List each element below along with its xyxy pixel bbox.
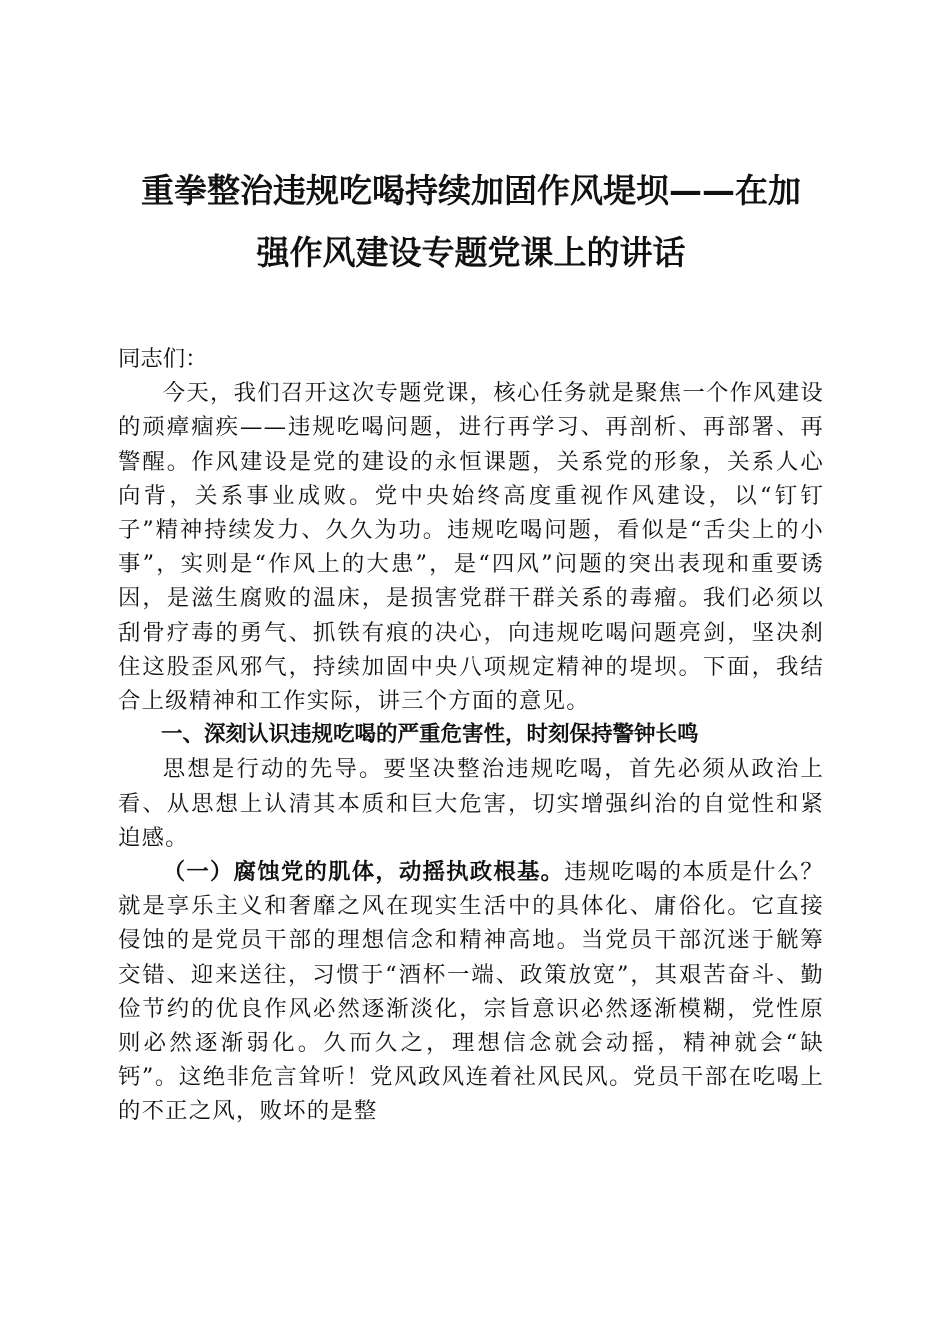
intro-paragraph: 今天，我们召开这次专题党课，核心任务就是聚焦一个作风建设的顽瘴痼疾——违规吃喝问题，进行再学习、再剖析、再部署、再警醒。作风建设是党的建设的永恒课题，关系党的形象，关系人心向背，关系事业成败。党中央始终高度重视作风建设，以“钉钉子”精神持续发力、久久为功。违规吃喝问题，看似是“舌尖上的小事”，实则是“作风上的大患”，是“四风”问题的突出表现和重要诱因，是滋生腐败的温床，是损害党群干群关系的毒瘤。我们必须以刮骨疗毒的勇气、抓铁有痕的决心，向违规吃喝问题亮剑，坚决刹住这股歪风邪气，持续加固中央八项规定精神的堤坝。下面，我结合上级精神和工作实际，讲三个方面的意见。 (118, 380, 824, 715)
title-line-1: 重拳整治违规吃喝持续加固作风堤坝——在加 (141, 171, 801, 210)
document-page (118, 160, 824, 1129)
salutation: 同志们： (118, 346, 208, 372)
section-1-heading: 一、深刻认识违规吃喝的严重危害性，时刻保持警钟长鸣 (161, 722, 699, 748)
document-title (118, 160, 824, 284)
title-line-2: 强作风建设专题党课上的讲话 (256, 233, 686, 272)
subsection-1-body: 违规吃喝的本质是什么？就是享乐主义和奢靡之风在现实生活中的具体化、庸俗化。它直接侵蚀的是党员干部的理想信念和精神高地。当党员干部沉迷于觥筹交错、迎来送往，习惯于“酒杯一端、政策放宽”，其艰苦奋斗、勤俭节约的优良作风必然逐渐淡化，宗旨意识必然逐渐模糊，党性原则必然逐渐弱化。久而久之，理想信念就会动摇，精神就会“缺钙”。这绝非危言耸听！党风政风连着社风民风。党员干部在吃喝上的不正之风，败坏的是整 (118, 859, 825, 1125)
subsection-1-lead: （一）腐蚀党的肌体，动摇执政根基。 (162, 859, 565, 886)
subsection-1-paragraph (118, 855, 824, 1129)
section-1-paragraph: 思想是行动的先导。要坚决整治违规吃喝，首先必须从政治上看、从思想上认清其本质和巨大危害，切实增强纠治的自觉性和紧迫感。 (118, 756, 824, 851)
